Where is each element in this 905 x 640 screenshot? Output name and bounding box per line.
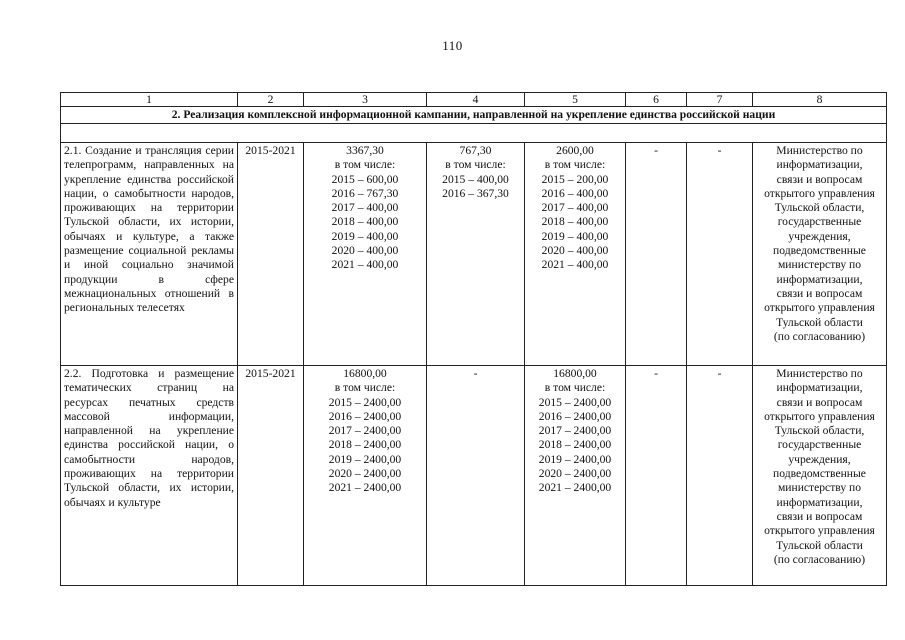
cell-line: связи и вопросам — [776, 286, 863, 300]
cell-line: подведомственные — [773, 244, 866, 258]
cell-line: 2020 – 400,00 — [541, 244, 609, 258]
cell-line: 16800,00 — [343, 367, 387, 380]
cell-line: связи и вопросам — [776, 395, 863, 409]
cell-line: 2019 – 400,00 — [331, 229, 399, 243]
cell-line: 767,30 — [459, 144, 492, 157]
cell-line: 2017 – 2400,00 — [328, 424, 402, 438]
cell-line: Тульской области — [776, 315, 863, 329]
cell-line: в том числе: — [544, 158, 606, 172]
column-header: 6 — [626, 93, 687, 107]
cell-line: 2019 – 400,00 — [541, 229, 609, 243]
cell-line: (по согласованию) — [773, 552, 866, 566]
cell-line: 2015 – 2400,00 — [538, 395, 612, 409]
cell-line: открытого управления — [764, 186, 875, 200]
cell-line: связи и вопросам — [776, 172, 863, 186]
cell-line: 2020 – 400,00 — [331, 244, 399, 258]
cell-line: 3367,30 — [346, 144, 384, 157]
cell-line: Министерство по — [776, 144, 863, 157]
total-funding-cell — [304, 143, 427, 366]
cell-line: Тульской области — [776, 538, 863, 552]
executor-cell — [753, 366, 887, 586]
cell-line: 2016 – 400,00 — [541, 186, 609, 200]
cell-line: 2018 – 400,00 — [541, 215, 609, 229]
cell-line: 2021 – 2400,00 — [538, 481, 612, 495]
col7-cell: - — [687, 143, 753, 366]
cell-line: открытого управления — [764, 524, 875, 538]
cell-line: государственные — [777, 215, 862, 229]
period-cell: 2015-2021 — [238, 366, 304, 586]
column-header: 8 — [753, 93, 887, 107]
col5-funding-cell — [525, 366, 626, 586]
cell-line: 2015 – 600,00 — [331, 172, 399, 186]
column-header: 4 — [427, 93, 525, 107]
table-row — [61, 366, 887, 586]
cell-line: 2016 – 767,30 — [331, 186, 399, 200]
cell-line: министерству по — [777, 481, 862, 495]
cell-line: информатизации, — [776, 381, 863, 395]
page-number: 110 — [442, 38, 463, 53]
column-number-row — [61, 93, 887, 107]
cell-line: Тульской области, — [774, 201, 865, 215]
cell-line: Министерство по — [776, 367, 863, 380]
cell-line: 2018 – 2400,00 — [328, 438, 402, 452]
col7-cell: - — [687, 366, 753, 586]
col5-funding-cell — [525, 143, 626, 366]
cell-line: 2018 – 2400,00 — [538, 438, 612, 452]
col4-funding-cell — [427, 143, 525, 366]
executor-cell — [753, 143, 887, 366]
cell-line: в том числе: — [445, 158, 506, 172]
cell-line: 2018 – 400,00 — [331, 215, 399, 229]
cell-line: связи и вопросам — [776, 509, 863, 523]
period-cell: 2015-2021 — [238, 143, 304, 366]
cell-line: министерству по — [777, 258, 862, 272]
total-funding-cell — [304, 366, 427, 586]
cell-line: 2021 – 400,00 — [331, 258, 399, 272]
column-header: 1 — [61, 93, 238, 107]
section-title: 2. Реализация комплексной информационной кампании, направленной на укрепление единства российской нации — [61, 107, 887, 124]
cell-line: информатизации, — [776, 158, 863, 172]
column-header: 3 — [304, 93, 427, 107]
program-table — [60, 92, 887, 586]
cell-line: 2021 – 2400,00 — [328, 481, 402, 495]
cell-line: 2017 – 2400,00 — [538, 424, 612, 438]
cell-line: учреждения, — [788, 229, 851, 243]
spacer-cell — [61, 124, 887, 143]
measure-description: 2.1. Создание и трансляция серии телепрограмм, направленных на укрепление единства российской нации, о самобытности народов, проживающих на территории Тульской области, их истории, обычаях и культуре, а также размещение социальной рекламы и иной социально значимой продукции в сфере межнациональных отношений в региональных телесетях — [61, 143, 238, 366]
cell-line: Тульской области, — [774, 424, 865, 438]
cell-line: 2015 – 400,00 — [442, 172, 509, 186]
col6-cell: - — [626, 366, 687, 586]
cell-line: 2021 – 400,00 — [541, 258, 609, 272]
cell-line: 2015 – 2400,00 — [328, 395, 402, 409]
cell-line: 2016 – 2400,00 — [328, 409, 402, 423]
cell-line: в том числе: — [544, 381, 606, 395]
cell-line: 2019 – 2400,00 — [328, 452, 402, 466]
col4-cell: - — [427, 366, 525, 586]
cell-line: открытого управления — [764, 301, 875, 315]
column-header: 5 — [525, 93, 626, 107]
cell-line: информатизации, — [776, 272, 863, 286]
cell-line: 2016 – 2400,00 — [538, 409, 612, 423]
cell-line: (по согласованию) — [773, 329, 866, 343]
measure-description: 2.2. Подготовка и размещение тематических страниц на ресурсах печатных средств массовой информации, направленной на укрепление единства российской нации, о самобытности народов, проживающих на территории Тульской области, их истории, обычаях и культуре — [61, 366, 238, 586]
cell-line: информатизации, — [776, 495, 863, 509]
cell-line: 16800,00 — [553, 367, 597, 380]
cell-line: 2015 – 200,00 — [541, 172, 609, 186]
cell-line: подведомственные — [773, 467, 866, 481]
cell-line: 2020 – 2400,00 — [538, 467, 612, 481]
cell-line: в том числе: — [334, 158, 396, 172]
table-row — [61, 143, 887, 366]
spacer-row — [61, 124, 887, 143]
cell-line: 2600,00 — [556, 144, 594, 157]
cell-line: 2017 – 400,00 — [331, 201, 399, 215]
cell-line: в том числе: — [334, 381, 396, 395]
cell-line: открытого управления — [764, 409, 875, 423]
cell-line: 2020 – 2400,00 — [328, 467, 402, 481]
column-header: 7 — [687, 93, 753, 107]
cell-line: государственные — [777, 438, 862, 452]
col6-cell: - — [626, 143, 687, 366]
cell-line: 2016 – 367,30 — [442, 186, 509, 200]
cell-line: учреждения, — [788, 452, 851, 466]
section-title-row — [61, 107, 887, 124]
cell-line: 2017 – 400,00 — [541, 201, 609, 215]
column-header: 2 — [238, 93, 304, 107]
cell-line: 2019 – 2400,00 — [538, 452, 612, 466]
